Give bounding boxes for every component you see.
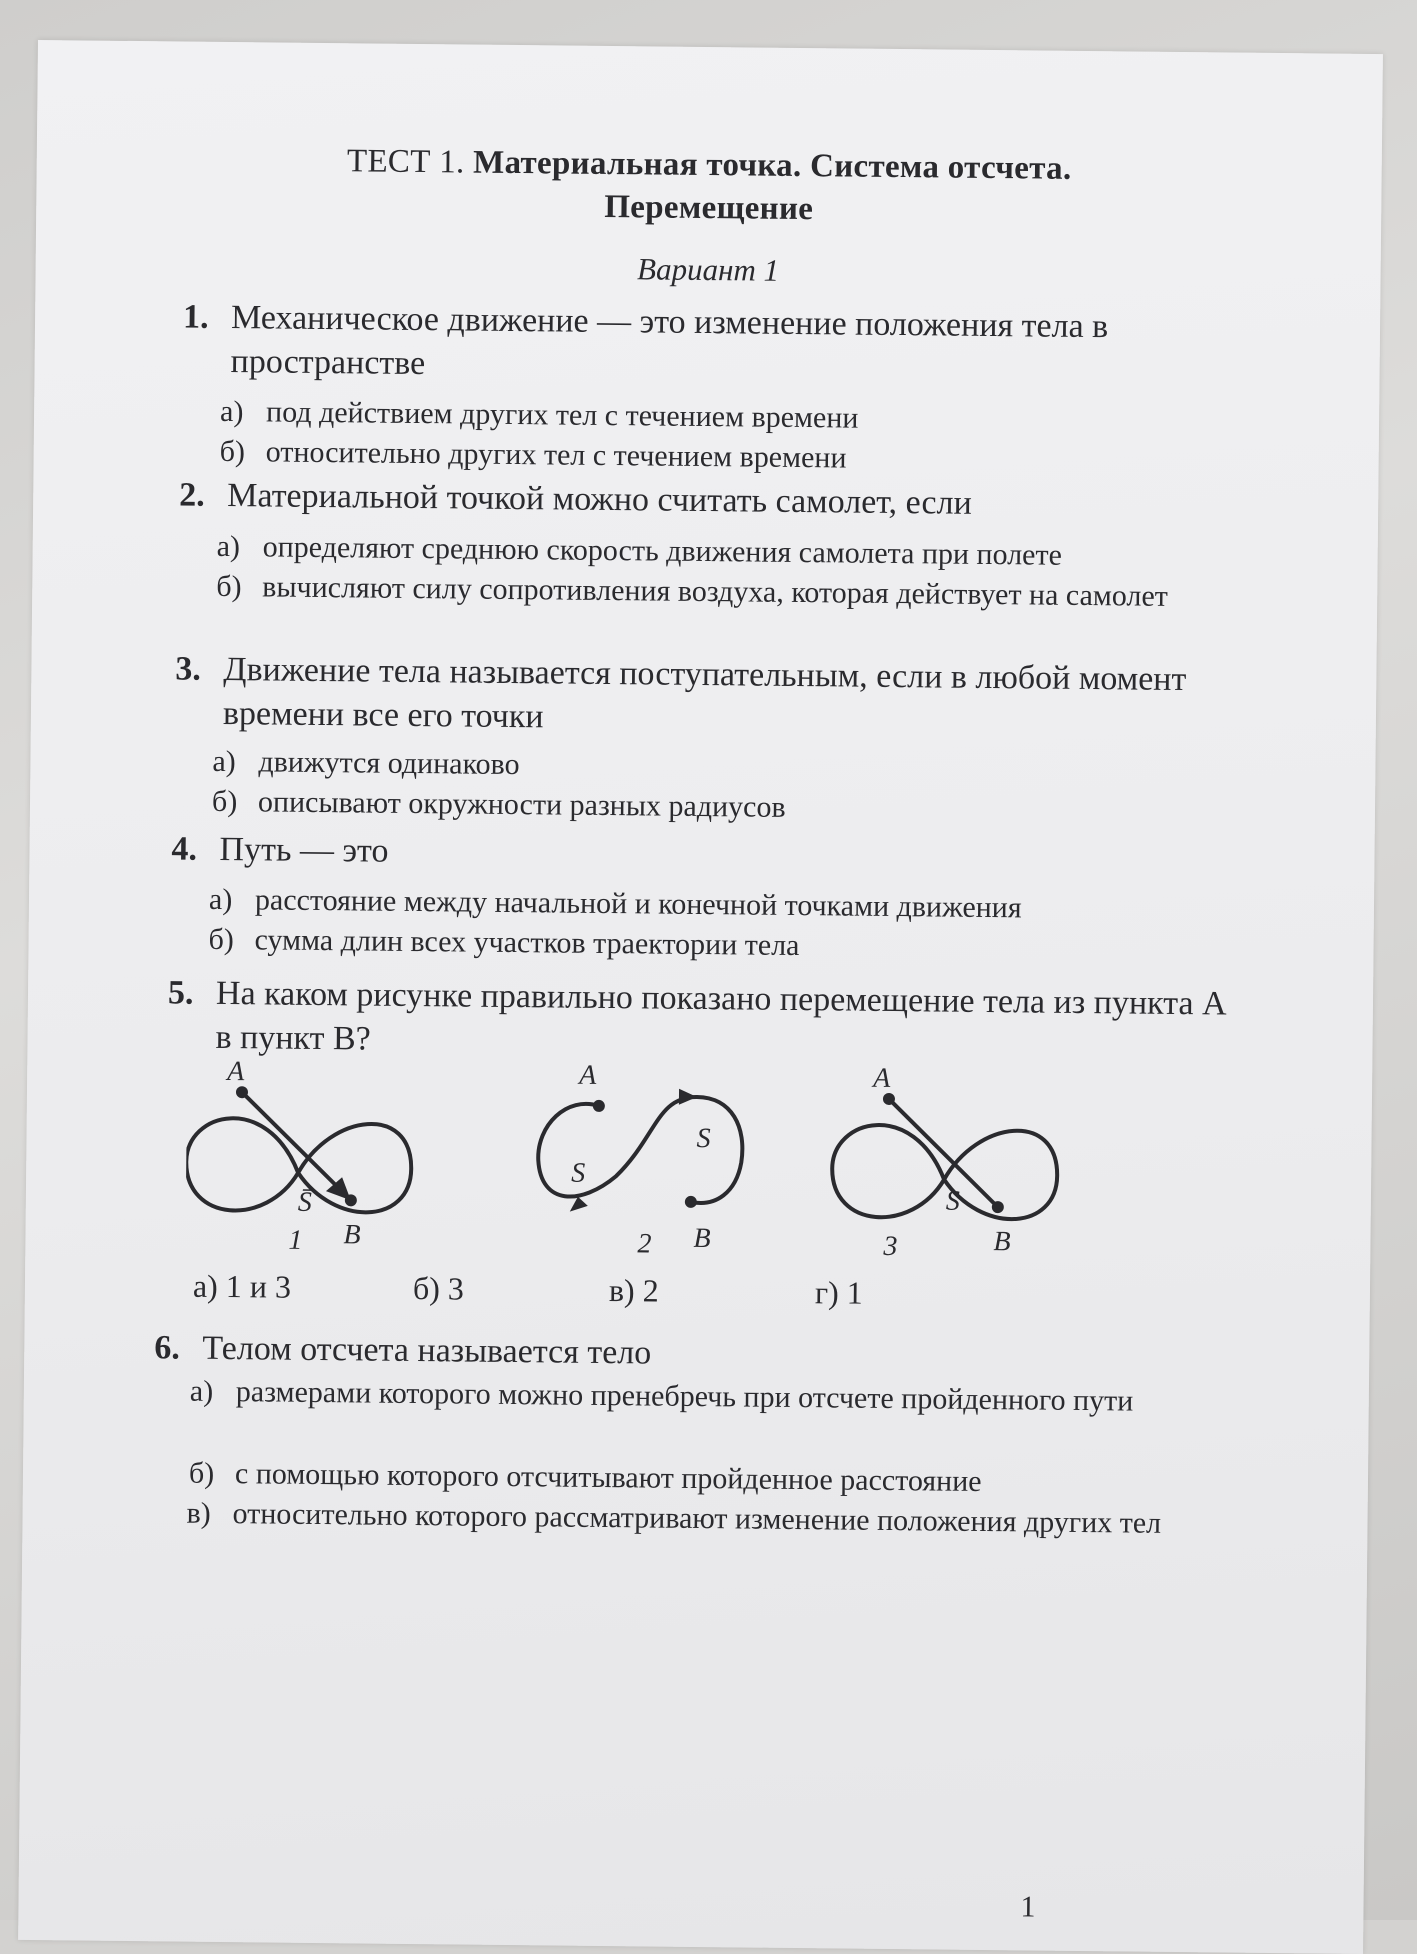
paper-sheet xyxy=(18,40,1383,1954)
option-letter: а) xyxy=(216,529,241,564)
option-letter: в) xyxy=(186,1496,211,1530)
option-text: 1 и 3 xyxy=(225,1268,292,1305)
option-letter: а) xyxy=(192,1267,219,1304)
question-number: 2. xyxy=(179,476,205,514)
figure-3-caption: 3 xyxy=(883,1230,898,1263)
question-text: Путь — это xyxy=(219,830,389,870)
figure-3 xyxy=(832,1094,1058,1219)
figure-2-caption: 2 xyxy=(637,1228,652,1260)
option-text: относительно которого рассматривают изменение положения других тел xyxy=(232,1497,1162,1540)
question-5-answer-g[interactable] xyxy=(815,1274,863,1311)
option-letter: б) xyxy=(412,1269,441,1307)
figure-2 xyxy=(538,1087,743,1213)
question-number: 4. xyxy=(171,830,198,868)
figure-2-trajectory xyxy=(538,1095,743,1203)
option-text: вычисляют силу сопротивления воздуха, которая действует на самолет xyxy=(262,570,1169,613)
question-text: На каком рисунке правильно показано перемещение тела из пункта A в пункт B? xyxy=(215,974,1225,1058)
point-a-dot xyxy=(885,1095,893,1103)
test-number: ТЕСТ 1. xyxy=(346,143,465,181)
arrow-head-icon xyxy=(570,1197,588,1212)
option-text: определяют среднюю скорость движения самолета при полете xyxy=(262,530,1063,572)
point-a-dot xyxy=(238,1088,246,1096)
figure-2-label-s1: S xyxy=(571,1157,586,1189)
option-text: 3 xyxy=(447,1270,465,1307)
option-text: сумма длин всех участков траектории тела xyxy=(254,923,800,963)
figure-2-label-s2: S xyxy=(696,1122,711,1155)
question-5-answer-b[interactable] xyxy=(413,1270,464,1308)
arrow-head-icon xyxy=(679,1089,697,1105)
question-2-option-b[interactable] xyxy=(216,567,1287,658)
test-title-line2: Перемещение xyxy=(604,188,814,228)
figure-3-label-s: S xyxy=(945,1185,961,1217)
option-text: 2 xyxy=(642,1272,659,1309)
question-text: Механическое движение — это изменение положения тела в пространстве xyxy=(230,299,1109,383)
question-5-answer-v[interactable] xyxy=(609,1272,659,1310)
option-letter: б) xyxy=(216,569,242,604)
question-text: Телом отсчета называется тело xyxy=(202,1329,652,1372)
option-text: размерами которого можно пренебречь при отсчете пройденного пути xyxy=(235,1375,1134,1418)
point-b-dot xyxy=(687,1198,695,1206)
question-number: 5. xyxy=(167,974,194,1012)
question-5-answer-a[interactable] xyxy=(193,1268,291,1306)
point-b-dot xyxy=(994,1203,1002,1211)
figure-3-label-a: A xyxy=(873,1062,891,1094)
question-6-option-a[interactable] xyxy=(189,1372,1270,1463)
figure-3-trajectory xyxy=(832,1125,1058,1220)
option-text: относительно других тел с течением времени xyxy=(265,435,847,475)
question-number: 1. xyxy=(182,298,209,336)
trajectory-figures xyxy=(185,1052,1187,1302)
page-number: 1 xyxy=(1020,1890,1036,1924)
question-6-option-v[interactable] xyxy=(186,1494,1277,1585)
option-letter: а) xyxy=(189,1374,214,1408)
question-text: Материальной точкой можно считать самолет, если xyxy=(227,477,972,522)
question-1 xyxy=(182,296,1283,398)
option-text: 1 xyxy=(846,1274,863,1311)
question-text: Движение тела называется поступательным, если в любой момент времени все его точки xyxy=(222,650,1187,736)
figure-2-label-a: A xyxy=(579,1059,597,1091)
option-letter: а) xyxy=(212,744,236,779)
option-letter: б) xyxy=(219,434,246,469)
figure-1-label-a: A xyxy=(227,1056,245,1088)
figure-2-label-b: B xyxy=(693,1222,711,1255)
variant-label: Вариант 1 xyxy=(636,251,780,288)
option-letter: а) xyxy=(208,882,233,917)
question-number: 3. xyxy=(175,650,202,688)
option-letter: г) xyxy=(814,1274,839,1311)
figure-3-displacement-line xyxy=(888,1099,999,1207)
option-text: расстояние между начальной и конечной точками движения xyxy=(254,883,1022,925)
option-text: движутся одинаково xyxy=(258,745,520,782)
option-text: описывают окружности разных радиусов xyxy=(257,785,786,824)
option-letter: б) xyxy=(188,1456,215,1490)
question-4 xyxy=(171,827,1271,885)
question-number: 6. xyxy=(154,1329,181,1367)
test-title-line1: Материальная точка. Система отсчета. xyxy=(472,144,1072,187)
option-text: с помощью которого отсчитывают пройденное расстояние xyxy=(234,1457,982,1498)
option-letter: б) xyxy=(208,922,235,957)
option-letter: в) xyxy=(608,1272,635,1309)
figure-1-label-b: B xyxy=(343,1219,361,1251)
figure-3-label-b: B xyxy=(993,1226,1011,1258)
figure-1-caption: 1 xyxy=(288,1224,303,1256)
question-3 xyxy=(175,647,1276,749)
point-a-dot xyxy=(595,1102,603,1110)
point-b-dot xyxy=(347,1196,355,1204)
test-title xyxy=(37,140,1382,191)
option-letter: а) xyxy=(219,394,244,429)
option-letter: б) xyxy=(211,784,238,819)
option-text: под действием других тел с течением времени xyxy=(265,395,859,435)
figure-1-label-s: S̄ xyxy=(297,1186,313,1218)
question-2 xyxy=(179,474,1279,532)
